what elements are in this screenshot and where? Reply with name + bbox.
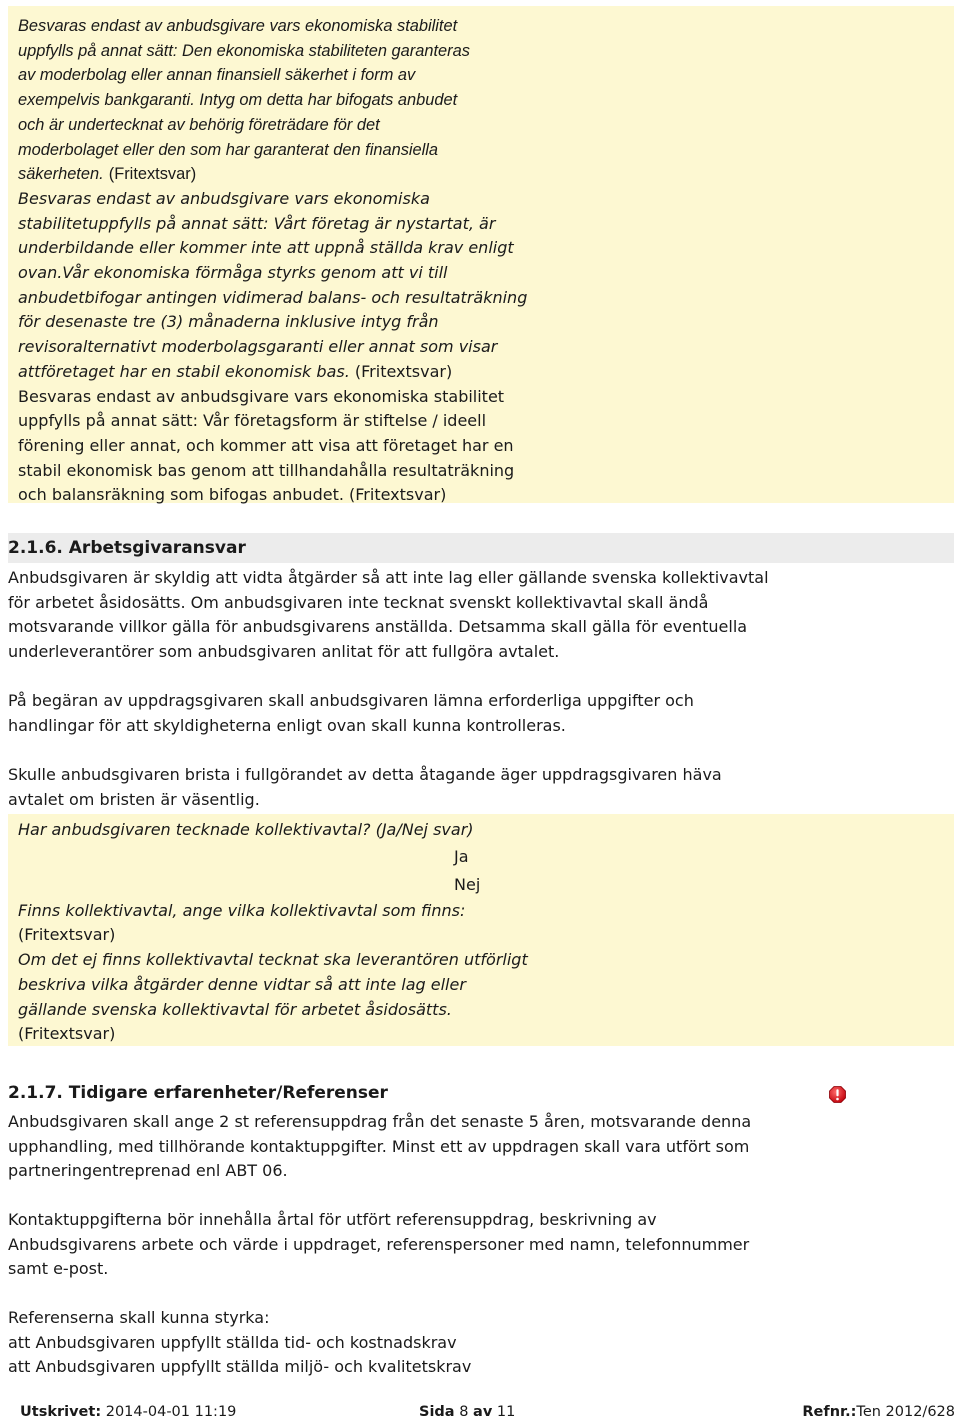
box-line: av moderbolag eller annan finansiell säkerhet i form av <box>18 66 416 85</box>
box-line: Besvaras endast av anbudsgivare vars ekonomiska stabilitet <box>18 386 505 406</box>
text-line: Skulle anbudsgivaren brista i fullgörandet av detta åtagande äger uppdragsgivaren häva <box>8 765 722 784</box>
text-line: Anbudsgivaren är skyldig att vidta åtgärder så att inte lag eller gällande svenska kollektivavtal <box>8 568 769 587</box>
box-line: säkerheten. (Fritextsvar) <box>18 165 197 184</box>
box-line: uppfylls på annat sätt: Den ekonomiska stabiliteten garanteras <box>18 41 470 60</box>
box-line: uppfylls på annat sätt: Vår företagsform är stiftelse / ideell <box>18 411 487 431</box>
question-text: gällande svenska kollektivavtal för arbetet åsidosätts. <box>18 999 452 1019</box>
box-line: för desenaste tre (3) månaderna inklusive intyg från <box>18 312 439 332</box>
text-line: för arbetet åsidosätts. Om anbudsgivaren inte tecknat svenskt kollektivavtal skall ändå <box>8 592 709 612</box>
box-line: och är undertecknat av behörig företrädare för det <box>18 115 380 134</box>
free-text-answer[interactable]: (Fritextsvar) <box>354 361 453 381</box>
question-text: Finns kollektivavtal, ange vilka kollektivavtal som finns: <box>18 900 466 920</box>
text-line: Referenserna skall kunna styrka: <box>8 1308 270 1327</box>
body-paragraph <box>8 1110 954 1184</box>
text-line: motsvarande villkor gälla för anbudsgivarens anställda. Detsamma skall gälla för eventuella <box>8 617 748 637</box>
page-number: Sida 8 av 11 <box>419 1404 516 1420</box>
page-footer <box>0 1404 960 1421</box>
box-line: revisoralternativt moderbolagsgaranti eller annat som visar <box>18 337 498 357</box>
body-paragraph <box>8 763 954 812</box>
question-text: beskriva vilka åtgärder denne vidtar så att inte lag eller <box>18 974 466 994</box>
text-line: att Anbudsgivaren uppfyllt ställda tid- och kostnadskrav <box>8 1332 457 1352</box>
supplier-answers-box <box>8 6 954 503</box>
box-line: anbudetbifogar antingen vidimerad balans- och resultaträkning <box>18 287 528 307</box>
collective-agreement-answers-box <box>8 814 954 1046</box>
yes-option[interactable]: Ja <box>454 846 469 866</box>
section-header <box>8 533 954 563</box>
box-line: underbildande eller kommer inte att uppnå ställda krav enligt <box>18 238 514 258</box>
free-text-answer[interactable]: (Fritextsvar) <box>18 1024 116 1044</box>
section-header <box>8 1078 954 1108</box>
body-paragraph <box>8 689 954 738</box>
section-title: 2.1.6. Arbetsgivaransvar <box>8 538 246 558</box>
text-line: att Anbudsgivaren uppfyllt ställda miljö- och kvalitetskrav <box>8 1357 472 1377</box>
free-text-answer[interactable]: (Fritextsvar) <box>108 165 197 184</box>
text-line: partneringentreprenad enl ABT 06. <box>8 1161 288 1181</box>
box-line: exempelvis bankgaranti. Intyg om detta har bifogats anbudet <box>18 91 458 110</box>
no-option[interactable]: Nej <box>454 874 481 894</box>
text-line: Anbudsgivaren skall ange 2 st referensuppdrag från det senaste 5 åren, motsvarande denna <box>8 1112 752 1131</box>
text-line: På begäran av uppdragsgivaren skall anbudsgivaren lämna erforderliga uppgifter och <box>8 691 694 710</box>
body-paragraph <box>8 1306 954 1380</box>
text-line: underleverantörer som anbudsgivaren anlitat för att fullgöra avtalet. <box>8 642 560 662</box>
box-line: och balansräkning som bifogas anbudet. (Fritextsvar) <box>18 485 447 505</box>
text-line: handlingar för att skyldigheterna enligt ovan skall kunna kontrolleras. <box>8 715 566 735</box>
section-title: 2.1.7. Tidigare erfarenheter/Referenser <box>8 1083 388 1103</box>
warning-icon <box>829 1086 846 1103</box>
free-text-answer[interactable]: (Fritextsvar) <box>18 925 116 945</box>
box-line: stabilitetuppfylls på annat sätt: Vårt företag är nystartat, är <box>18 213 496 233</box>
free-text-answer[interactable]: (Fritextsvar) <box>349 485 447 505</box>
box-line: moderbolaget eller den som har garanterat den finansiella <box>18 140 439 159</box>
box-line: stabil ekonomisk bas genom att tillhandahålla resultaträkning <box>18 460 515 480</box>
text-line: avtalet om bristen är väsentlig. <box>8 789 260 809</box>
box-line: ovan.Vår ekonomiska förmåga styrks genom att vi till <box>18 263 448 283</box>
question-text: Om det ej finns kollektivavtal tecknat ska leverantören utförligt <box>18 950 528 970</box>
box-line: förening eller annat, och kommer att visa att företaget har en <box>18 435 514 455</box>
question-text: Har anbudsgivaren tecknade kollektivavtal? (Ja/Nej svar) <box>18 820 474 839</box>
box-line: Besvaras endast av anbudsgivare vars ekonomiska <box>18 188 430 208</box>
text-line: Kontaktuppgifterna bör innehålla årtal för utfört referensuppdrag, beskrivning av <box>8 1210 657 1229</box>
box-line: Besvaras endast av anbudsgivare vars ekonomiska stabilitet <box>18 17 458 35</box>
text-line: samt e-post. <box>8 1259 109 1279</box>
body-paragraph <box>8 566 954 665</box>
text-line: upphandling, med tillhörande kontaktuppgifter. Minst ett av uppdragen skall vara utfört som <box>8 1136 750 1156</box>
text-line: Anbudsgivarens arbete och värde i uppdraget, referenspersoner med namn, telefonnummer <box>8 1234 750 1254</box>
body-paragraph <box>8 1208 954 1282</box>
box-line: attföretaget har en stabil ekonomisk bas. (Fritextsvar) <box>18 361 453 381</box>
printed-date: Utskrivet: 2014-04-01 11:19 <box>20 1404 237 1420</box>
reference-number: Refnr.:Ten 2012/628 <box>802 1404 955 1420</box>
